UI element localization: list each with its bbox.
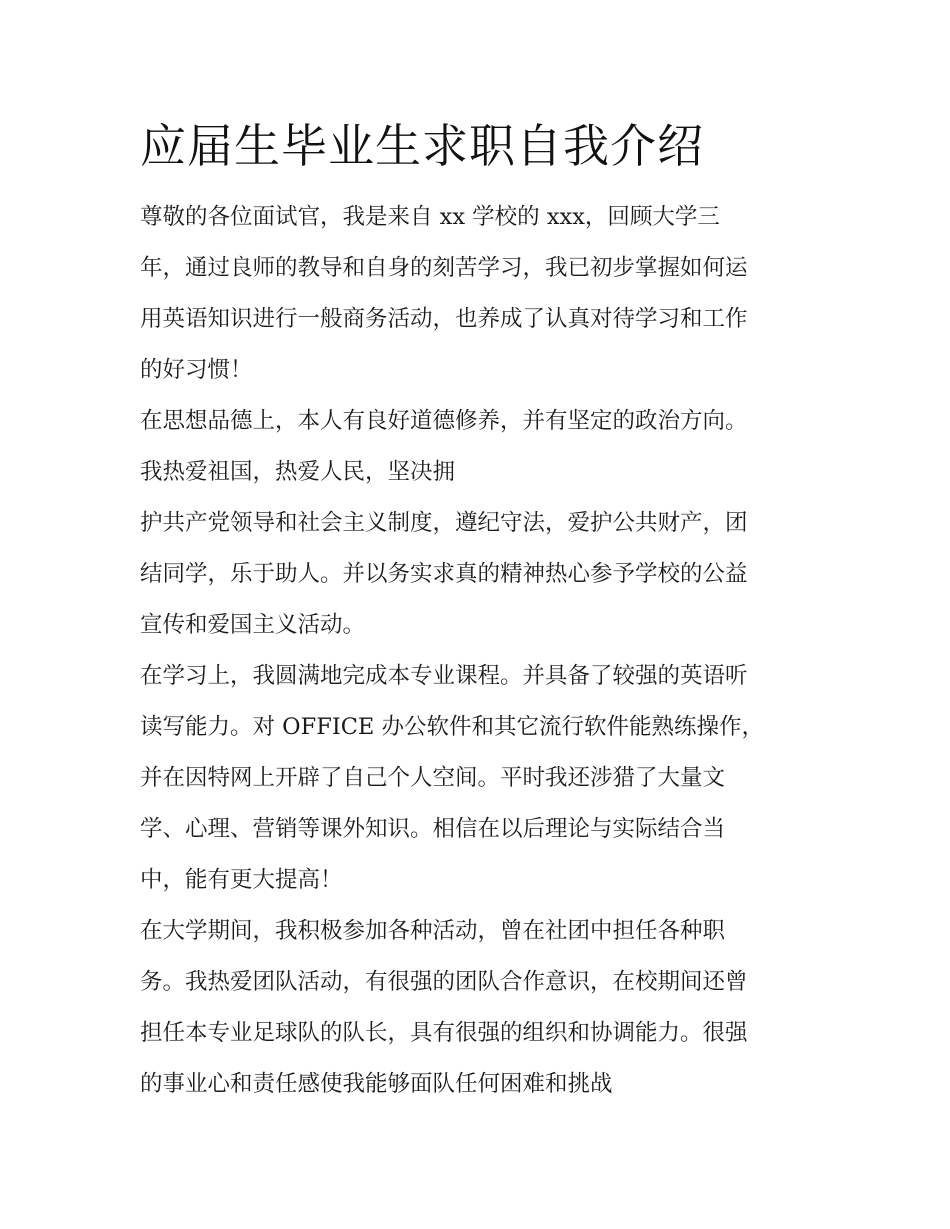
body-line: 护共产党领导和社会主义制度，遵纪守法，爱护公共财产，团: [140, 510, 748, 536]
body-line: 结同学，乐于助人。并以务实求真的精神热心参予学校的公益: [140, 561, 748, 587]
body-line: 的好习惯！: [140, 357, 253, 383]
body-line: 读写能力。对 OFFICE 办公软件和其它流行软件能熟练操作，: [140, 714, 765, 740]
body-line: 并在因特网上开辟了自己个人空间。平时我还涉猎了大量文: [140, 765, 726, 791]
body-line: 的事业心和责任感使我能够面队任何困难和挑战: [140, 1071, 613, 1097]
body-line: 我热爱祖国，热爱人民，坚决拥: [140, 459, 456, 485]
body-line: 在大学期间，我积极参加各种活动，曾在社团中担任各种职: [140, 918, 726, 944]
document-body: [140, 192, 830, 1110]
body-line: 宣传和爱国主义活动。: [140, 612, 366, 638]
body-line: 中，能有更大提高！: [140, 867, 343, 893]
body-line: 年，通过良师的教导和自身的刻苦学习，我已初步掌握如何运: [140, 255, 748, 281]
body-line: 尊敬的各位面试官，我是来自 xx 学校的 xxx，回顾大学三: [140, 204, 720, 230]
body-line: 在思想品德上，本人有良好道德修养，并有坚定的政治方向。: [140, 408, 748, 434]
document-title: 应届生毕业生求职自我介绍: [140, 119, 704, 173]
body-line: 用英语知识进行一般商务活动，也养成了认真对待学习和工作: [140, 306, 748, 332]
body-line: 担任本专业足球队的队长，具有很强的组织和协调能力。很强: [140, 1020, 748, 1046]
body-line: 务。我热爱团队活动，有很强的团队合作意识，在校期间还曾: [140, 969, 748, 995]
body-line: 在学习上，我圆满地完成本专业课程。并具备了较强的英语听: [140, 663, 748, 689]
body-line: 学、心理、营销等课外知识。相信在以后理论与实际结合当: [140, 816, 726, 842]
document-content: [140, 112, 830, 1110]
